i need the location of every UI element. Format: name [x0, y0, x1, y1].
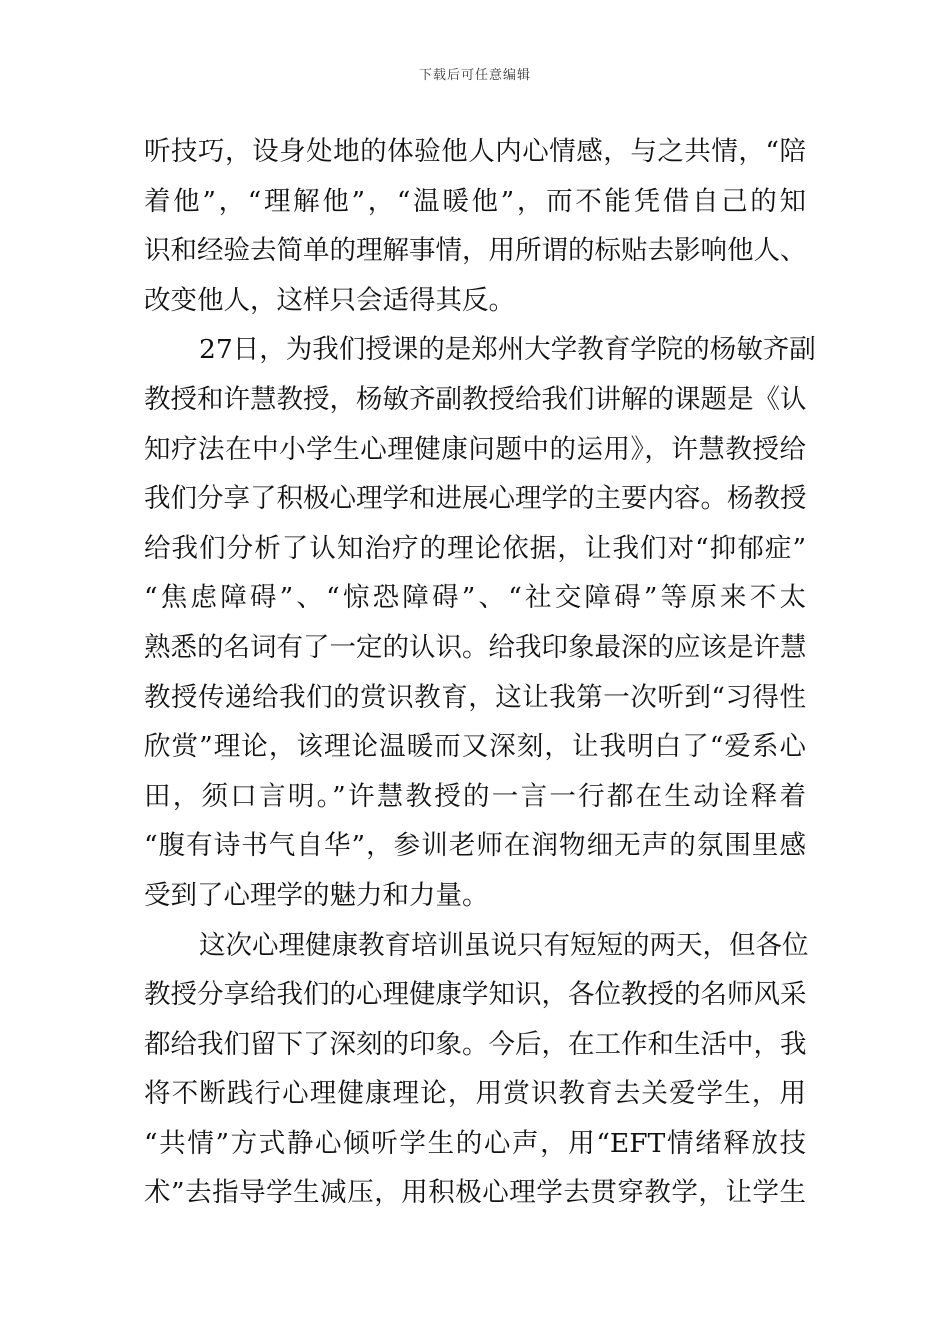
text-line: “焦虑障碍”、“惊恐障碍”、“社交障碍”等原来不太 [144, 582, 806, 614]
text-line: 都给我们留下了深刻的印象。今后，在工作和生活中，我 [144, 1028, 807, 1060]
text-line: “共情”方式静心倾听学生的心声，用“EFT情绪释放技 [144, 1127, 806, 1159]
text-line: 熟悉的名词有了一定的认识。给我印象最深的应该是许慧 [144, 631, 807, 663]
text-line: 受到了心理学的魅力和力量。 [144, 879, 489, 911]
text-line: 给我们分析了认知治疗的理论依据，让我们对“抑郁症” [144, 532, 806, 564]
text-line: 着他”，“理解他”，“温暖他”，而不能凭借自己的知 [144, 185, 806, 217]
paragraph [144, 921, 809, 1219]
text-line: 改变他人，这样只会适得其反。 [144, 284, 515, 316]
text-line: 这次心理健康教育培训虽说只有短短的两天，但各位 [199, 929, 809, 961]
text-line: 欣赏”理论，该理论温暖而又深刻，让我明白了“爱系心 [144, 731, 806, 763]
document-body [144, 127, 816, 1218]
text-line: 术”去指导学生减压，用积极心理学去贯穿教学，让学生 [144, 1177, 806, 1209]
text-line: “腹有诗书气自华”，参训老师在润物细无声的氛围里感 [144, 830, 806, 862]
text-line: 教授传递给我们的赏识教育，这让我第一次听到“习得性 [144, 681, 806, 713]
text-line: 将不断践行心理健康理论，用赏识教育去关爱学生，用 [144, 1078, 806, 1110]
text-line: 知疗法在中小学生心理健康问题中的运用》，许慧教授给 [144, 433, 806, 465]
text-line: 听技巧，设身处地的体验他人内心情感，与之共情，“陪 [144, 136, 806, 167]
text-line: 识和经验去简单的理解事情，用所谓的标贴去影响他人、 [144, 235, 807, 267]
text-line: 27日，为我们授课的是郑州大学教育学院的杨敏齐副 [199, 334, 816, 366]
text-line: 教授分享给我们的心理健康学知识，各位教授的名师风采 [144, 979, 807, 1011]
paragraph [144, 325, 816, 920]
paragraph [144, 127, 806, 325]
page-header: 下载后可任意编辑 [418, 68, 531, 83]
text-line: 田，须口言明。”许慧教授的一言一行都在生动诠释着 [144, 780, 806, 812]
text-line: 教授和许慧教授，杨敏齐副教授给我们讲解的课题是《认 [144, 383, 807, 415]
text-line: 我们分享了积极心理学和进展心理学的主要内容。杨教授 [144, 483, 807, 515]
